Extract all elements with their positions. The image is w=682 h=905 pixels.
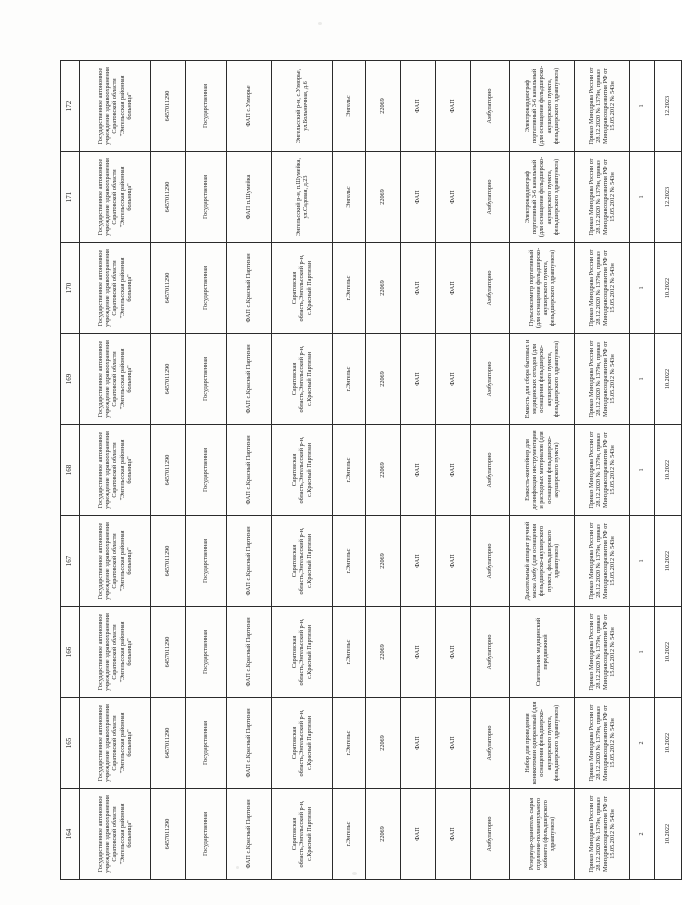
column-number: 165 [61,698,80,789]
table-cell: Государственное автономное учреждение здравоохранения Саратовской области "Энгельсская районная больница" [80,607,151,698]
row-quantity [630,61,655,880]
table-cell: 22069 [366,789,401,880]
table-cell: Государственное автономное учреждение здравоохранения Саратовской области "Энгельсская районная больница" [80,152,151,243]
table-cell: Государственная [186,334,227,425]
table-cell: Государственное автономное учреждение здравоохранения Саратовской области "Энгельсская районная больница" [80,698,151,789]
table-cell: Государственное автономное учреждение здравоохранения Саратовской области "Энгельсская районная больница" [80,61,151,152]
table-cell: Амбулаторно [471,243,510,334]
table-cell: ФАП [436,789,471,880]
table-cell: Пульсоксиметр портативный (для оснащения фельдшерско-акушерского пункта, фельдшерского здравпункта) [510,243,575,334]
row-deadline [655,61,682,880]
table-cell: 6457011290 [151,789,186,880]
table-cell: г.Энгельс [333,425,366,516]
table-cell: 10.2022 [655,516,682,607]
table-cell: ФАП с.Красный Партизан [227,516,272,607]
table-cell: Амбулаторно [471,607,510,698]
table-cell: 10.2022 [655,607,682,698]
table-cell: 10.2022 [655,789,682,880]
table-cell: 10.2022 [655,334,682,425]
table-cell: Государственная [186,607,227,698]
table-cell: Приказ Минздрава России от 28.12.2020 № 1379н, приказ Минздравсоцразвития РФ от 15.05.2012 № 543н [575,789,630,880]
row-settlement [333,61,366,880]
table-cell: Государственная [186,61,227,152]
table-cell: ФАП [401,61,436,152]
row-code [366,61,401,880]
scan-speck [236,866,239,869]
table-cell: Государственное автономное учреждение здравоохранения Саратовской области "Энгельсская районная больница" [80,243,151,334]
table-cell: Амбулаторно [471,61,510,152]
table-cell: 1 [630,243,655,334]
table-cell: Государственная [186,152,227,243]
table-cell: 1 [630,516,655,607]
table-cell: Государственная [186,516,227,607]
table-cell: Емкость для сбора бытовых и медицинских отходов (для оснащения фельдшерско-акушерского пункта, фельдшерского здравпункта) [510,334,575,425]
table-cell: ФАП [401,698,436,789]
scan-speck [352,872,357,875]
table-cell: Амбулаторно [471,789,510,880]
table-cell: 1 [630,607,655,698]
row-address [272,61,333,880]
table-cell: ФАП [401,334,436,425]
table-cell: ФАП с.Узморье [227,61,272,152]
column-number: 166 [61,607,80,698]
table-cell: Резервуар-хранитель сырья отделения-полиампульного кабинета (фельдшерского здравпункта) [510,789,575,880]
table-cell: 22069 [366,243,401,334]
table-cell: ФАП п.Шумейка [227,152,272,243]
table-cell: 6457011290 [151,516,186,607]
table-cell: Государственная [186,789,227,880]
table-cell: 6457011290 [151,243,186,334]
table-cell: 1 [630,152,655,243]
table-cell: ФАП с.Красный Партизан [227,334,272,425]
table-cell: ФАП с.Красный Партизан [227,789,272,880]
table-cell: Государственное автономное учреждение здравоохранения Саратовской области "Энгельсская районная больница" [80,425,151,516]
header-row [61,61,80,880]
table-cell: 22069 [366,516,401,607]
table-cell: Набор для проведения коникотомии одноразовый (для оснащения фельдшерско-акушерского пункта, фельдшерского здравпункта) [510,698,575,789]
table-cell: Приказ Минздрава России от 28.12.2020 № 1379н, приказ Минздравсоцразвития РФ от 15.05.2012 № 543н [575,607,630,698]
table-cell: Приказ Минздрава России от 28.12.2020 № 1379н, приказ Минздравсоцразвития РФ от 15.05.2012 № 543н [575,334,630,425]
table-cell: ФАП [436,425,471,516]
row-unit-type [436,61,471,880]
table-cell: Саратовская область,Энгельсский р-н, с.Красный Партизан [272,698,333,789]
table-cell: 6457011290 [151,152,186,243]
table-cell: ФАП [436,243,471,334]
row-facility-name [227,61,272,880]
table-cell: Приказ Минздрава России от 28.12.2020 № 1379н, приказ Минздравсоцразвития РФ от 15.05.2012 № 543н [575,698,630,789]
table-cell: Приказ Минздрава России от 28.12.2020 № 1379н, приказ Минздравсоцразвития РФ от 15.05.2012 № 543н [575,61,630,152]
table-cell: 1 [630,425,655,516]
table-cell: Государственная [186,243,227,334]
table-cell: Саратовская область,Энгельсский р-н, с.Красный Партизан [272,789,333,880]
table-cell: Энгельсский р-н, с.Узморье, ул.Больничная, д.6 [272,61,333,152]
table-cell: Энгельсский р-н, п.Шумейка, ул.Садовая, д.23 [272,152,333,243]
table-cell: 22069 [366,425,401,516]
row-equipment [510,61,575,880]
table-cell: Государственная [186,698,227,789]
table-cell: ФАП с.Красный Партизан [227,698,272,789]
table-cell: 10.2022 [655,243,682,334]
table-cell: ФАП [401,789,436,880]
table-cell: 2 [630,698,655,789]
table-cell: ФАП [401,243,436,334]
table-cell: ФАП [401,425,436,516]
table-cell: Государственное автономное учреждение здравоохранения Саратовской области "Энгельсская районная больница" [80,334,151,425]
table-cell: Дыхательный аппарат ручной маска Амбу (для оснащения фельдшерско-акушерского пункта, фельдшерского здравпункта) [510,516,575,607]
table-cell: Энгельс [333,152,366,243]
table-cell: г.Энгельс [333,698,366,789]
table-cell: ФАП с.Красный Партизан [227,607,272,698]
table-cell: 6457011290 [151,607,186,698]
table-cell: 6457011290 [151,334,186,425]
table-cell: Электрокардиограф портативный 3-6 канальный (для оснащения фельдшерско-акушерского пункта, фельдшерского здравпункта) [510,61,575,152]
table-cell: Емкость-контейнер для дезинфекции инструментария и расходных материалов (для оснащения фельдшерско-акушерского пункта) [510,425,575,516]
table-cell: Саратовская область,Энгельсский р-н, с.Красный Партизан [272,425,333,516]
table-cell: Электрокардиограф портативный 3-6 канальный (для оснащения фельдшерско-акушерского пункта, фельдшерского здравпункта) [510,152,575,243]
scan-speck [318,22,322,25]
column-number: 169 [61,334,80,425]
table-cell: Приказ Минздрава России от 28.12.2020 № 1379н, приказ Минздравсоцразвития РФ от 15.05.2012 № 543н [575,243,630,334]
row-inn [151,61,186,880]
table-cell: 6457011290 [151,698,186,789]
column-number: 172 [61,61,80,152]
table-cell: 1 [630,334,655,425]
column-number: 167 [61,516,80,607]
table-cell: Саратовская область,Энгельсский р-н, с.Красный Партизан [272,516,333,607]
table-cell: 10.2022 [655,698,682,789]
column-number: 164 [61,789,80,880]
table-cell: 1 [630,61,655,152]
row-legal-basis [575,61,630,880]
table-cell: Приказ Минздрава России от 28.12.2020 № 1379н, приказ Минздравсоцразвития РФ от 15.05.2012 № 543н [575,152,630,243]
table-cell: 12.2023 [655,152,682,243]
table-cell: Государственная [186,425,227,516]
table-cell: ФАП с.Красный Партизан [227,243,272,334]
table-cell: Энгельс [333,61,366,152]
table-cell: Амбулаторно [471,698,510,789]
table-cell: 22069 [366,152,401,243]
table-cell: 22069 [366,61,401,152]
table-cell: 22069 [366,334,401,425]
row-facility-type [401,61,436,880]
table-cell: ФАП [436,698,471,789]
table-cell: ФАП [436,607,471,698]
row-organization [80,61,151,880]
column-number: 170 [61,243,80,334]
table-cell: ФАП [401,152,436,243]
table-cell: 22069 [366,698,401,789]
table-cell: ФАП [436,61,471,152]
table-cell: 12.2023 [655,61,682,152]
table-cell: 6457011290 [151,425,186,516]
table-cell: Приказ Минздрава России от 28.12.2020 № 1379н, приказ Минздравсоцразвития РФ от 15.05.2012 № 543н [575,425,630,516]
column-number: 171 [61,152,80,243]
table-cell: 10.2022 [655,425,682,516]
table-cell: Саратовская область,Энгельсский р-н, с.Красный Партизан [272,334,333,425]
table-cell: ФАП [436,516,471,607]
table-cell: Приказ Минздрава России от 28.12.2020 № 1379н, приказ Минздравсоцразвития РФ от 15.05.2012 № 543н [575,516,630,607]
table-cell: Светильник медицинский передвижной [510,607,575,698]
table-cell: 2 [630,789,655,880]
table-cell: Государственное автономное учреждение здравоохранения Саратовской области "Энгельсская районная больница" [80,516,151,607]
table-cell: г.Энгельс [333,243,366,334]
row-care-conditions [471,61,510,880]
row-ownership [186,61,227,880]
table-cell: Амбулаторно [471,152,510,243]
rotated-register-table [60,60,672,880]
table-cell: г.Энгельс [333,516,366,607]
table-cell: г.Энгельс [333,607,366,698]
table-cell: ФАП [436,152,471,243]
table-cell: 22069 [366,607,401,698]
table-cell: Амбулаторно [471,334,510,425]
table-cell: ФАП [401,607,436,698]
table-cell: ФАП [401,516,436,607]
table-cell: Саратовская область,Энгельсский р-н, с.Красный Партизан [272,607,333,698]
table-cell: Государственное автономное учреждение здравоохранения Саратовской области "Энгельсская районная больница" [80,789,151,880]
table-cell: ФАП [436,334,471,425]
table-cell: Амбулаторно [471,516,510,607]
table-cell: Саратовская область,Энгельсский р-н, с.Красный Партизан [272,243,333,334]
table-cell: 6457011290 [151,61,186,152]
table-cell: г.Энгельс [333,789,366,880]
table-cell: г.Энгельс [333,334,366,425]
table-cell: ФАП с.Красный Партизан [227,425,272,516]
column-number: 168 [61,425,80,516]
table-cell: Амбулаторно [471,425,510,516]
register-table [60,60,682,880]
